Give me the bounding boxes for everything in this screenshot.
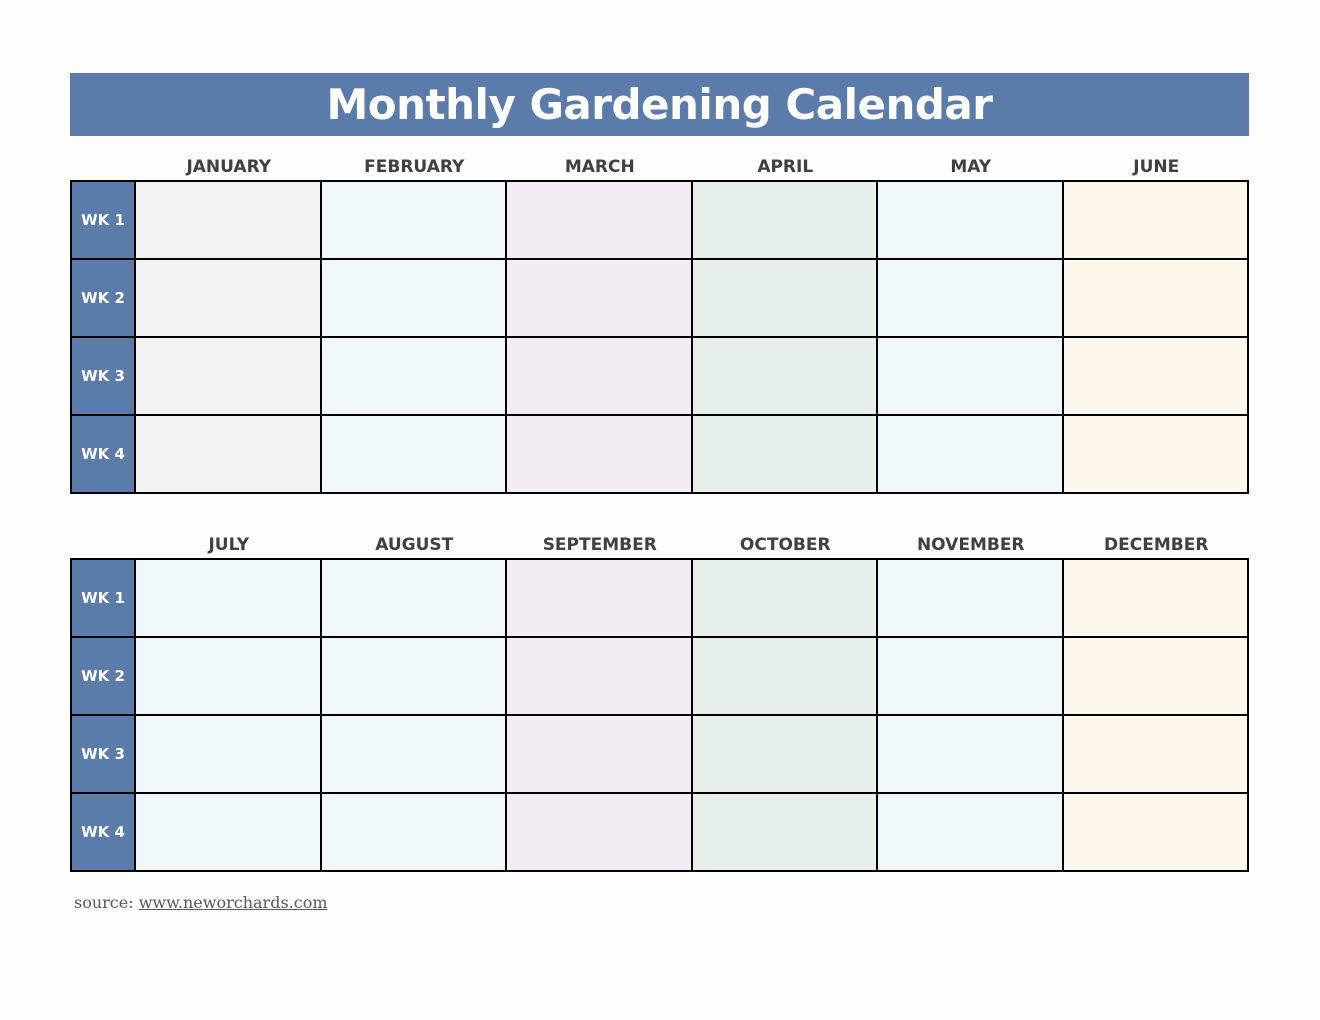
week-label: WK 3 xyxy=(71,337,135,415)
week-label: WK 2 xyxy=(71,637,135,715)
month-header-row xyxy=(136,155,1249,180)
week-label: WK 3 xyxy=(71,715,135,793)
cell-january-wk4[interactable] xyxy=(135,415,321,493)
week-row xyxy=(71,181,1248,259)
week-row xyxy=(71,259,1248,337)
cell-may-wk3[interactable] xyxy=(877,337,1063,415)
cell-september-wk3[interactable] xyxy=(506,715,692,793)
cell-april-wk2[interactable] xyxy=(692,259,878,337)
calendar-grid xyxy=(70,558,1249,872)
cell-january-wk2[interactable] xyxy=(135,259,321,337)
cell-november-wk3[interactable] xyxy=(877,715,1063,793)
cell-may-wk4[interactable] xyxy=(877,415,1063,493)
cell-february-wk3[interactable] xyxy=(321,337,507,415)
cell-july-wk3[interactable] xyxy=(135,715,321,793)
month-header-november: NOVEMBER xyxy=(916,535,1025,555)
cell-august-wk3[interactable] xyxy=(321,715,507,793)
cell-october-wk3[interactable] xyxy=(692,715,878,793)
week-row xyxy=(71,415,1248,493)
cell-april-wk4[interactable] xyxy=(692,415,878,493)
cell-october-wk2[interactable] xyxy=(692,637,878,715)
calendar-grid xyxy=(70,180,1249,494)
cell-november-wk1[interactable] xyxy=(877,559,1063,637)
cell-june-wk2[interactable] xyxy=(1063,259,1249,337)
cell-february-wk1[interactable] xyxy=(321,181,507,259)
month-header-january: JANUARY xyxy=(186,157,272,177)
source-label: source: xyxy=(74,893,134,912)
cell-december-wk1[interactable] xyxy=(1063,559,1249,637)
cell-march-wk3[interactable] xyxy=(506,337,692,415)
cell-october-wk4[interactable] xyxy=(692,793,878,871)
cell-may-wk1[interactable] xyxy=(877,181,1063,259)
month-header-may: MAY xyxy=(950,157,992,177)
week-label: WK 2 xyxy=(71,259,135,337)
cell-june-wk1[interactable] xyxy=(1063,181,1249,259)
source-note xyxy=(74,893,328,912)
week-label: WK 4 xyxy=(71,415,135,493)
week-label: WK 1 xyxy=(71,181,135,259)
cell-june-wk4[interactable] xyxy=(1063,415,1249,493)
cell-march-wk1[interactable] xyxy=(506,181,692,259)
month-header-february: FEBRUARY xyxy=(364,157,465,177)
cell-december-wk2[interactable] xyxy=(1063,637,1249,715)
month-header-june: JUNE xyxy=(1133,157,1180,177)
week-label: WK 1 xyxy=(71,559,135,637)
week-row xyxy=(71,337,1248,415)
cell-september-wk1[interactable] xyxy=(506,559,692,637)
cell-november-wk2[interactable] xyxy=(877,637,1063,715)
month-header-july: JULY xyxy=(208,535,250,555)
cell-august-wk4[interactable] xyxy=(321,793,507,871)
cell-may-wk2[interactable] xyxy=(877,259,1063,337)
cell-september-wk4[interactable] xyxy=(506,793,692,871)
cell-april-wk1[interactable] xyxy=(692,181,878,259)
cell-june-wk3[interactable] xyxy=(1063,337,1249,415)
month-header-march: MARCH xyxy=(564,157,635,177)
calendar-first-half xyxy=(70,155,1249,494)
cell-february-wk2[interactable] xyxy=(321,259,507,337)
month-header-december: DECEMBER xyxy=(1104,535,1209,555)
week-row xyxy=(71,559,1248,637)
cell-january-wk3[interactable] xyxy=(135,337,321,415)
week-row xyxy=(71,715,1248,793)
cell-july-wk2[interactable] xyxy=(135,637,321,715)
month-header-october: OCTOBER xyxy=(739,535,831,555)
cell-march-wk4[interactable] xyxy=(506,415,692,493)
cell-february-wk4[interactable] xyxy=(321,415,507,493)
cell-october-wk1[interactable] xyxy=(692,559,878,637)
cell-december-wk3[interactable] xyxy=(1063,715,1249,793)
page-title: Monthly Gardening Calendar xyxy=(70,73,1249,136)
cell-september-wk2[interactable] xyxy=(506,637,692,715)
month-header-september: SEPTEMBER xyxy=(542,535,657,555)
cell-november-wk4[interactable] xyxy=(877,793,1063,871)
source-link[interactable]: www.neworchards.com xyxy=(138,893,328,912)
month-header-august: AUGUST xyxy=(375,535,454,555)
cell-august-wk2[interactable] xyxy=(321,637,507,715)
cell-july-wk1[interactable] xyxy=(135,559,321,637)
month-header-row xyxy=(136,533,1249,558)
month-header-april: APRIL xyxy=(757,157,814,177)
cell-march-wk2[interactable] xyxy=(506,259,692,337)
week-label: WK 4 xyxy=(71,793,135,871)
cell-january-wk1[interactable] xyxy=(135,181,321,259)
cell-december-wk4[interactable] xyxy=(1063,793,1249,871)
calendar-second-half xyxy=(70,533,1249,872)
cell-july-wk4[interactable] xyxy=(135,793,321,871)
week-row xyxy=(71,637,1248,715)
cell-august-wk1[interactable] xyxy=(321,559,507,637)
cell-april-wk3[interactable] xyxy=(692,337,878,415)
week-row xyxy=(71,793,1248,871)
